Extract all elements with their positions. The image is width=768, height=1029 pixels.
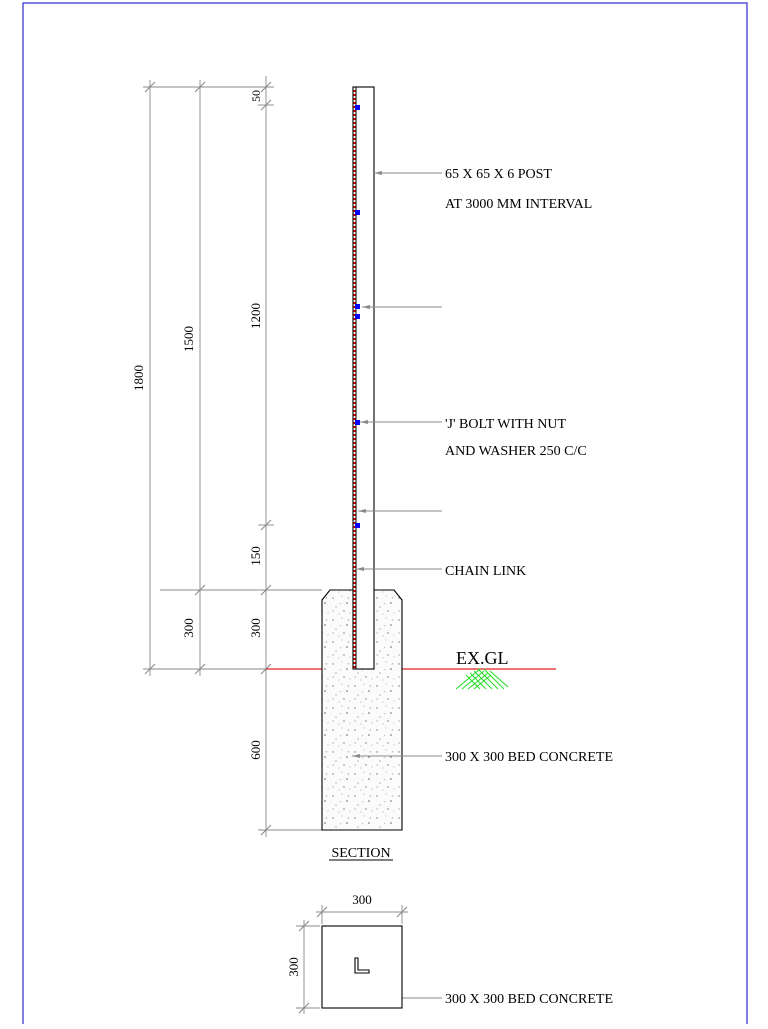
dim-50: 50 xyxy=(249,90,263,102)
post-spec-line2: AT 3000 MM INTERVAL xyxy=(445,197,593,212)
j-bolt xyxy=(355,420,360,425)
dim-1200: 1200 xyxy=(248,303,263,329)
j-bolt xyxy=(355,314,360,319)
sheet-border xyxy=(23,3,747,1024)
dim-300-embed: 300 xyxy=(248,618,263,638)
bolt-spec-line2: AND WASHER 250 C/C xyxy=(445,444,587,459)
ground-level-label: EX.GL xyxy=(456,648,509,668)
steel-post xyxy=(353,87,374,669)
dimension-lines xyxy=(131,76,322,837)
section-title: SECTION xyxy=(331,846,391,861)
j-bolt xyxy=(355,523,360,528)
bed-concrete-plan-label: 300 X 300 BED CONCRETE xyxy=(445,992,613,1007)
bed-concrete-section-label: 300 X 300 BED CONCRETE xyxy=(445,750,613,765)
post-spec-line1: 65 X 65 X 6 POST xyxy=(445,167,552,182)
j-bolt xyxy=(355,210,360,215)
j-bolt xyxy=(355,105,360,110)
dim-1800: 1800 xyxy=(131,365,146,391)
plan-depth-dim: 300 xyxy=(286,957,301,977)
bolt-spec-line1: 'J' BOLT WITH NUT xyxy=(445,417,567,432)
dim-1500: 1500 xyxy=(181,326,196,352)
dim-300-outer: 300 xyxy=(181,618,196,638)
dim-150: 150 xyxy=(248,546,263,566)
chain-link-label: CHAIN LINK xyxy=(445,564,527,579)
j-bolt xyxy=(355,304,360,309)
dim-600: 600 xyxy=(248,740,263,760)
plan-bed-concrete xyxy=(322,926,402,1008)
plan-width-dim: 300 xyxy=(352,892,372,907)
ground-hatch-icon xyxy=(456,669,508,689)
